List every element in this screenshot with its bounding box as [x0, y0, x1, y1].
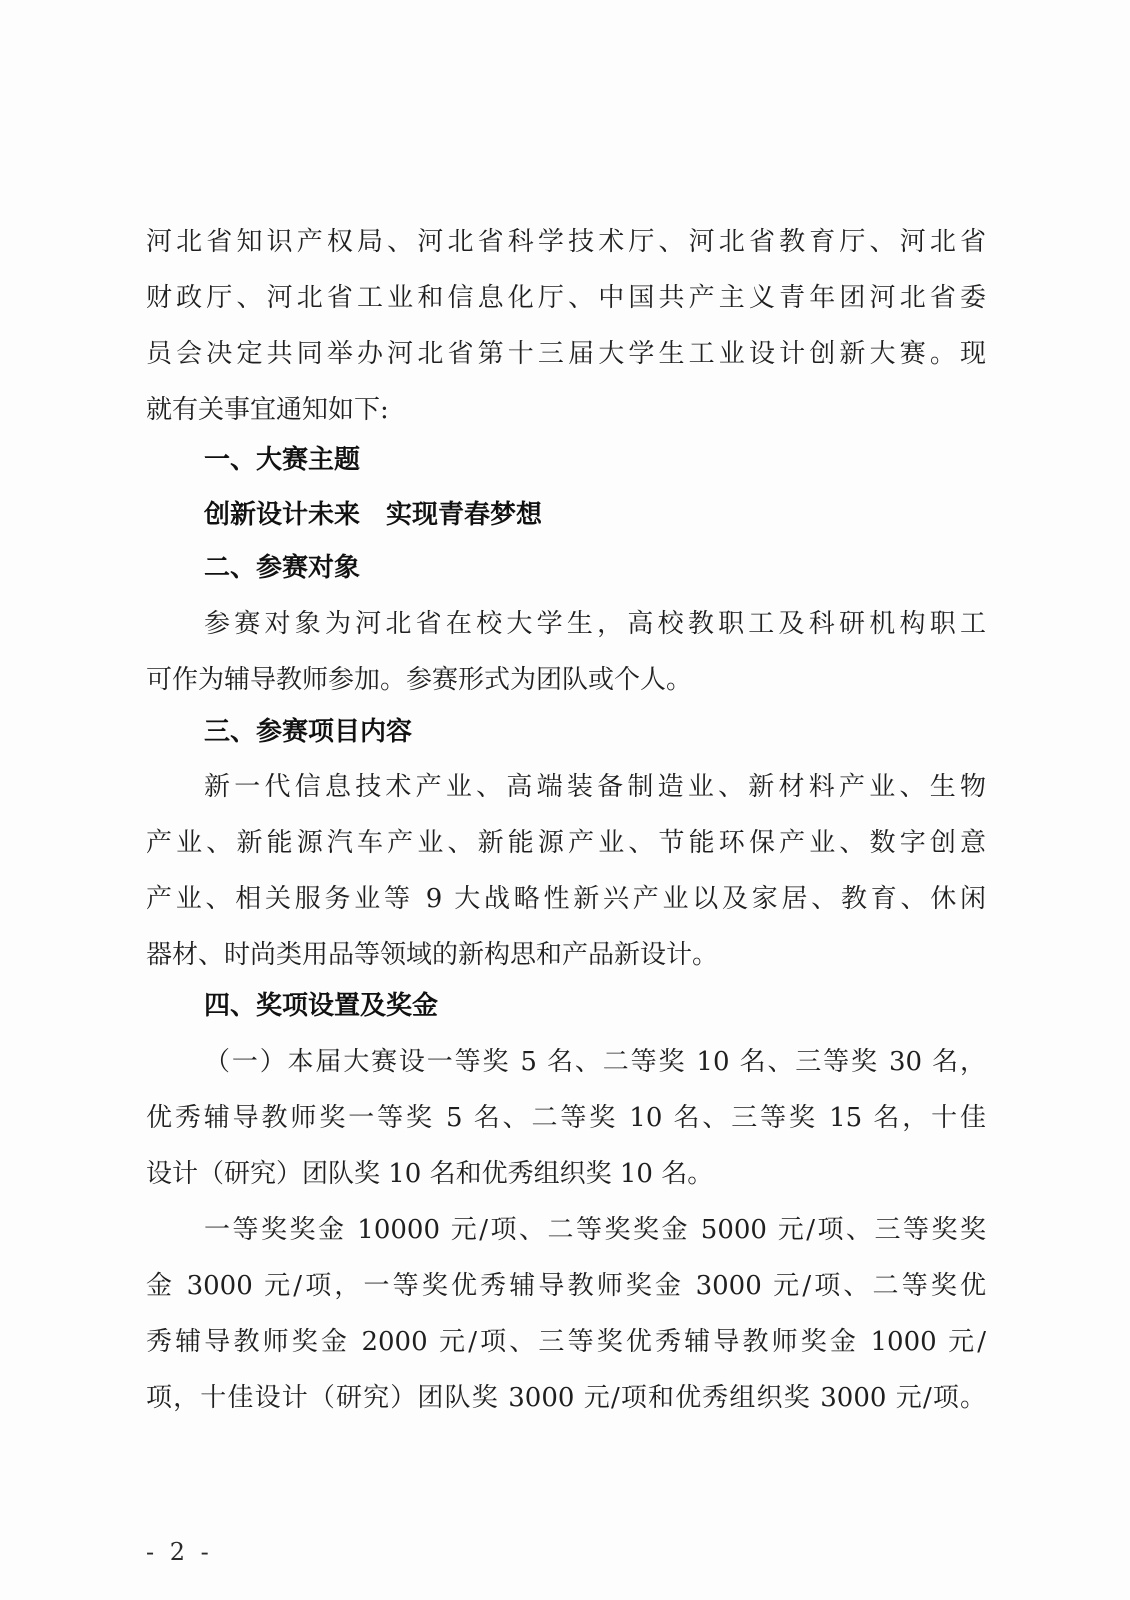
- paragraph-line: 产业、新能源汽车产业、新能源产业、节能环保产业、数字创意: [146, 828, 986, 858]
- page-number: - 2 -: [146, 1538, 213, 1566]
- paragraph-line: 财政厅、河北省工业和信息化厅、中国共产主义青年团河北省委: [146, 283, 986, 313]
- paragraph-line: 新一代信息技术产业、高端装备制造业、新材料产业、生物: [204, 772, 986, 802]
- section-heading: 三、参赛项目内容: [204, 717, 413, 747]
- paragraph-line: 一等奖奖金 10000 元/项、二等奖奖金 5000 元/项、三等奖奖: [204, 1215, 986, 1245]
- paragraph-line: 就有关事宜通知如下:: [146, 395, 389, 425]
- section-heading: 二、参赛对象: [204, 553, 361, 583]
- paragraph-line: 产业、相关服务业等 9 大战略性新兴产业以及家居、教育、休闲: [146, 884, 986, 914]
- paragraph-line: 河北省知识产权局、河北省科学技术厅、河北省教育厅、河北省: [146, 227, 986, 257]
- paragraph-line: 可作为辅导教师参加。参赛形式为团队或个人。: [146, 665, 693, 695]
- paragraph-line: （一）本届大赛设一等奖 5 名、二等奖 10 名、三等奖 30 名，: [204, 1047, 986, 1077]
- paragraph-line: 秀辅导教师奖金 2000 元/项、三等奖优秀辅导教师奖金 1000 元/: [146, 1327, 986, 1357]
- paragraph-line: 参赛对象为河北省在校大学生，高校教职工及科研机构职工: [204, 609, 986, 639]
- paragraph-line: 金 3000 元/项，一等奖优秀辅导教师奖金 3000 元/项、二等奖优: [146, 1271, 986, 1301]
- paragraph-line: 优秀辅导教师奖一等奖 5 名、二等奖 10 名、三等奖 15 名，十佳: [146, 1103, 986, 1133]
- section-heading: 四、奖项设置及奖金: [204, 991, 439, 1021]
- paragraph-line: 员会决定共同举办河北省第十三届大学生工业设计创新大赛。现: [146, 339, 986, 369]
- paragraph-line: 设计（研究）团队奖 10 名和优秀组织奖 10 名。: [146, 1159, 714, 1189]
- paragraph-line: 器材、时尚类用品等领域的新构思和产品新设计。: [146, 940, 719, 970]
- section-heading: 一、大赛主题: [204, 445, 361, 475]
- theme-heading: 创新设计未来 实现青春梦想: [204, 500, 543, 530]
- paragraph-line: 项，十佳设计（研究）团队奖 3000 元/项和优秀组织奖 3000 元/项。: [146, 1383, 986, 1413]
